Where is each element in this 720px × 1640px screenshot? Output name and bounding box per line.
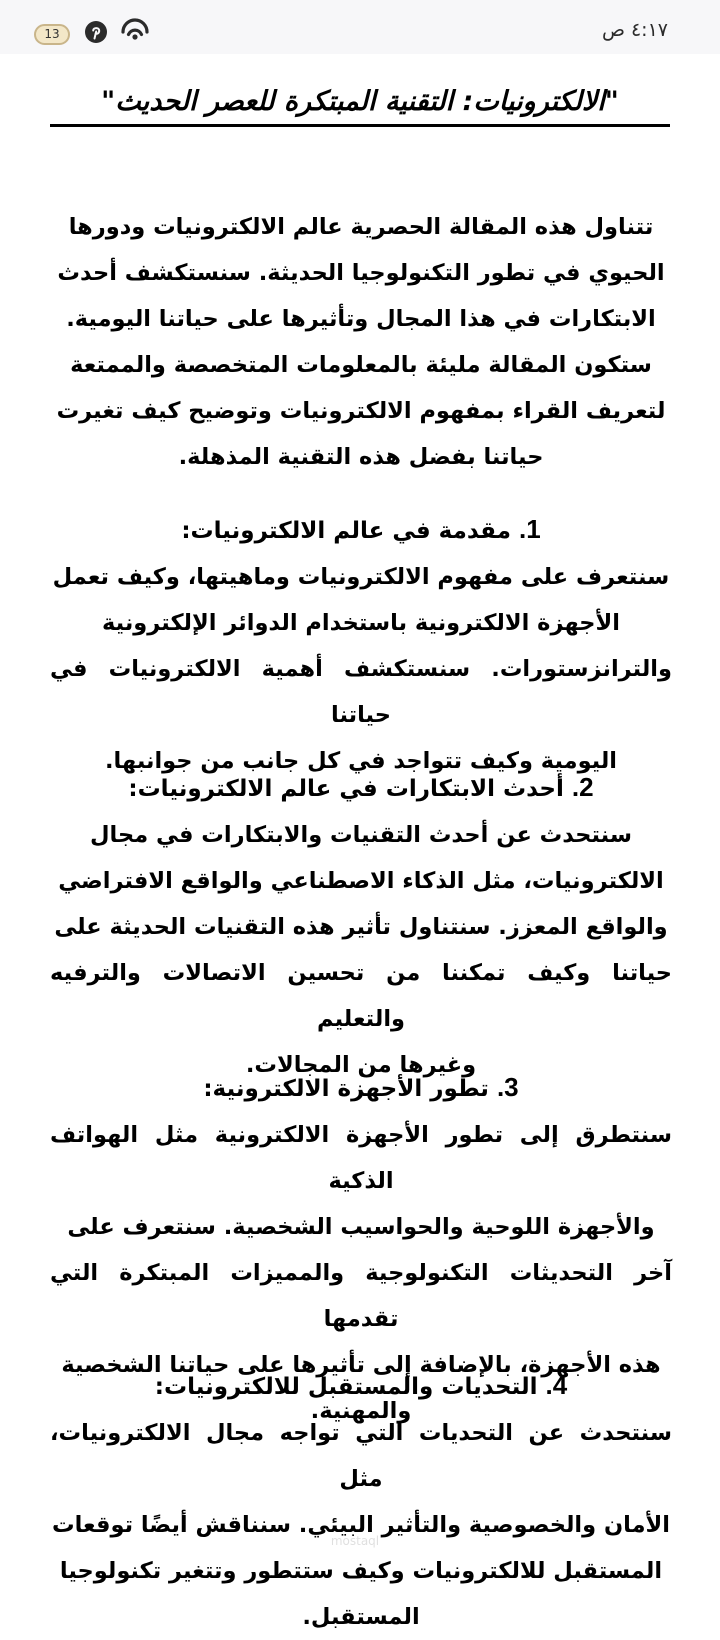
section-body: سنتحدث عن التحديات التي تواجه مجال الالكترونيات، مثل الأمان والخصوصية والتأثير البيئي. سنناقش أيضًا توقعات المستقبل للالكترونيات وكيف ستتطور وتتغير تكنولوجيا المستقبل. (50, 1420, 672, 1630)
section-heading (50, 764, 672, 812)
section-title: تطور الأجهزة الالكترونية: (203, 1076, 489, 1102)
section-4 (50, 1362, 672, 1640)
notification-count-badge: 13 (34, 24, 70, 45)
section-body: سنتطرق إلى تطور الأجهزة الالكترونية مثل الهواتف الذكية والأجهزة اللوحية والحواسيب الشخصية. سنتعرف على آخر التحديثات التكنولوجية والمميزات المبتكرة التي تقدمها هذه الأجهزة، بالإضافة إلى تأثيرها على حياتنا الشخصية والمهنية. (50, 1122, 672, 1424)
section-2 (50, 764, 672, 1088)
article (0, 54, 720, 1630)
section-body: سنتعرف على مفهوم الالكترونيات وماهيتها، وكيف تعمل الأجهزة الالكترونية باستخدام الدوائر الإلكترونية والترانزستورات. سنستكشف أهمية الالكترونيات في حياتنا اليومية وكيف تتواجد في كل جانب من جوانبها. (50, 564, 672, 774)
status-time: ٤:١٧ ص (601, 19, 668, 41)
hotspot-icon (120, 19, 150, 49)
section-number: 1. (518, 514, 541, 544)
pinterest-icon (84, 20, 108, 48)
section-heading (50, 1064, 672, 1112)
section-1 (50, 506, 672, 784)
watermark: mostaql (330, 1534, 380, 1548)
intro-paragraph: تتناول هذه المقالة الحصرية عالم الالكترونيات ودورها الحيوي في تطور التكنولوجيا الحديثة. سنستكشف أحدث الابتكارات في هذا المجال وتأثيرها على حياتنا اليومية. ستكون المقالة مليئة بالمعلومات المتخصصة والممتعة لتعريف القراء بمفهوم الالكترونيات وتوضيح كيف تغيرت حياتنا بفضل هذه التقنية المذهلة. (56, 214, 666, 470)
status-icons (34, 20, 162, 48)
section-number: 4. (545, 1370, 568, 1400)
section-title: أحدث الابتكارات في عالم الالكترونيات: (128, 776, 564, 802)
section-heading (50, 506, 672, 554)
section-number: 2. (571, 772, 594, 802)
section-heading (50, 1362, 672, 1410)
status-bar (0, 0, 720, 54)
section-body: سنتحدث عن أحدث التقنيات والابتكارات في مجال الالكترونيات، مثل الذكاء الاصطناعي والواقع الافتراضي والواقع المعزز. سنتناول تأثير هذه التقنيات الحديثة على حياتنا وكيف تمكننا من تحسين الاتصالات والترفيه والتعليم وغيرها من المجالات. (50, 822, 672, 1078)
title-underline (50, 124, 670, 127)
article-title: "الالكترونيات: التقنية المبتكرة للعصر الحديث" (101, 86, 619, 117)
section-title: مقدمة في عالم الالكترونيات: (181, 518, 511, 544)
section-number: 3. (496, 1072, 519, 1102)
section-title: التحديات والمستقبل للالكترونيات: (154, 1374, 538, 1400)
